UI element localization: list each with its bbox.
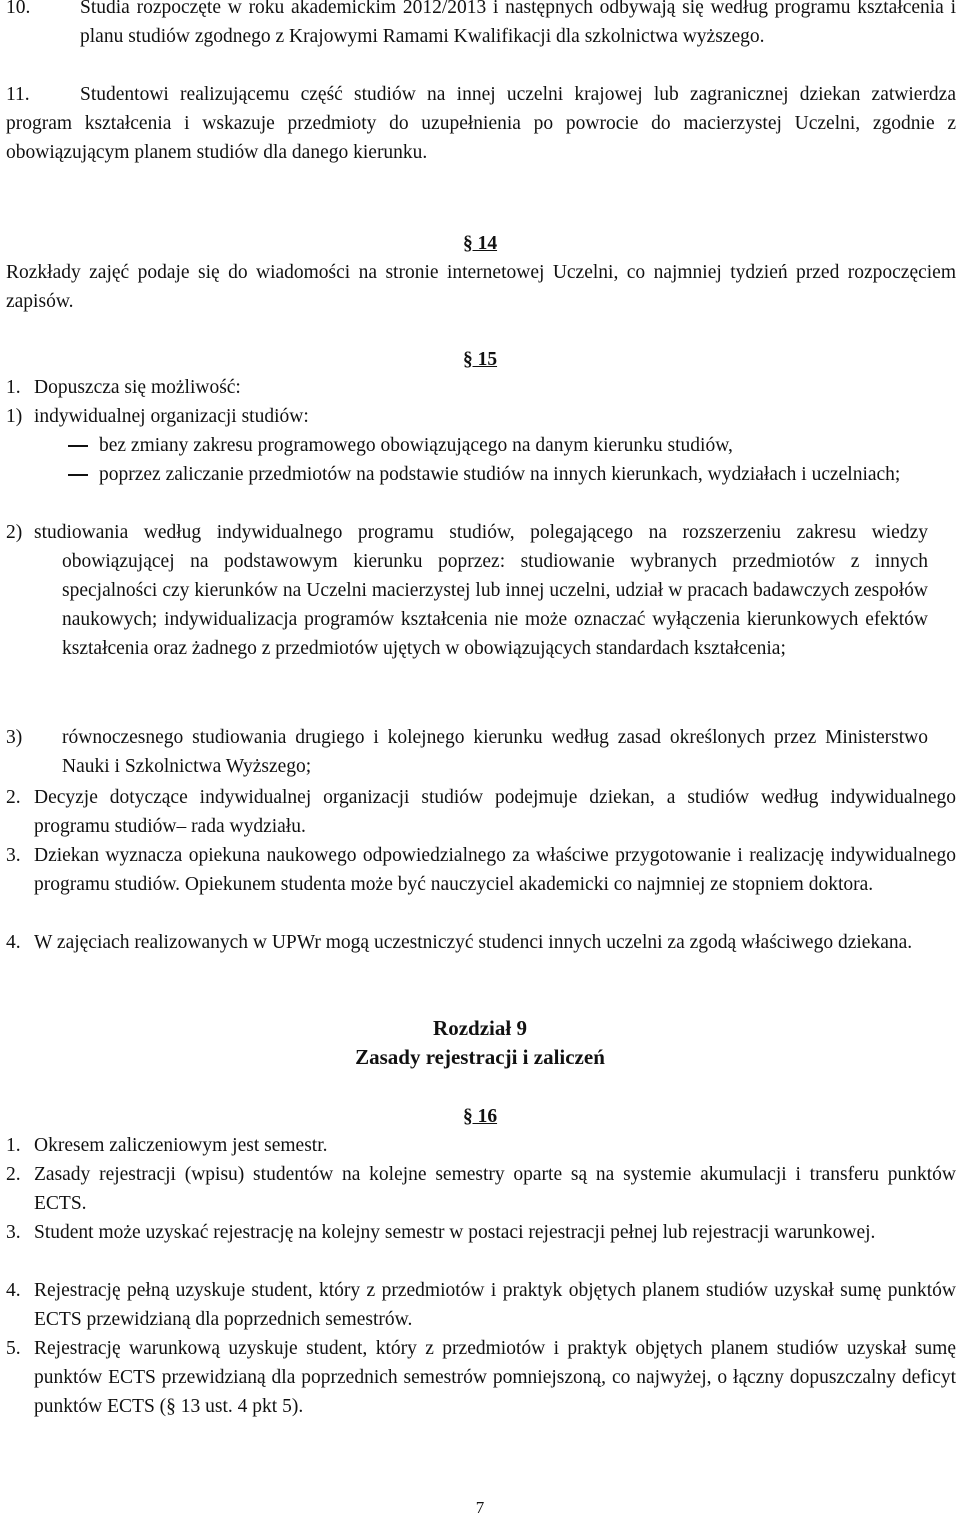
section-heading-15: § 15 bbox=[462, 349, 498, 370]
section-16-point-4: 4. Rejestrację pełną uzyskuje student, który z przedmiotów i praktyk objętych planem studiów uzyskał sumę punktów ECTS przewidzianą dla poprzednich semestrów. bbox=[6, 1280, 956, 1330]
section-15-point-1: 1. Dopuszcza się możliwość: bbox=[6, 377, 241, 398]
section-heading-14: § 14 bbox=[462, 233, 498, 254]
item-text: Studentowi realizującemu część studiów na innej uczelni krajowej lub zagranicznej dziekan zatwierdza program kształcenia i wskazuje przedmioty do uzupełnienia po powrocie do macierzystej Uczelni, zgodnie z obowiązującym planem studiów dla danego kierunku. bbox=[6, 84, 956, 163]
section-16-point-2: 2. Zasady rejestracji (wpisu) studentów na kolejne semestry oparte są na systemie akumulacji i transferu punktów ECTS. bbox=[6, 1164, 956, 1214]
section-16-point-5: 5. Rejestrację warunkową uzyskuje student, który z przedmiotów i praktyk objętych planem studiów uzyskał sumę punktów ECTS przewidzianą dla poprzednich semestrów pomniejszoną, co najwyżej, o łączny dopuszczalny deficyt punktów ECTS (§ 13 ust. 4 pkt 5). bbox=[6, 1338, 956, 1417]
section-16-point-3: 3. Student może uzyskać rejestrację na kolejny semestr w postaci rejestracji pełnej lub rejestracji warunkowej. bbox=[6, 1222, 876, 1243]
dash-marker bbox=[68, 474, 88, 476]
item-number: 11. bbox=[6, 84, 30, 105]
chapter-title: Zasady rejestracji i zaliczeń bbox=[355, 1045, 605, 1069]
list-item-10 bbox=[6, 0, 956, 51]
dash-item-1: bez zmiany zakresu programowego obowiązującego na danym kierunku studiów, bbox=[68, 431, 956, 460]
subpoint-1: 1) indywidualnej organizacji studiów: bbox=[6, 406, 309, 427]
subpoint-2: 2) studiowania według indywidualnego programu studiów, polegającego na rozszerzeniu zakresu wiedzy obowiązującej na podstawowym kierunku poprzez: studiowanie wybranych przedmiotów z innych specjalności czy kierunków na Uczelni macierzystej lub innej uczelni, udział w pracach badawczych zespołów naukowych; indywidualizacja programów kształcenia nie może oznaczać wyłączenia kierunkowych efektów kształcenia oraz żadnego z przedmiotów ujętych w obowiązujących standardach kształcenia; bbox=[6, 522, 928, 659]
item-text: Studia rozpoczęte w roku akademickim 2012/2013 i następnych odbywają się według programu kształcenia i planu studiów zgodnego z Krajowymi Ramami Kwalifikacji dla szkolnictwa wyższego. bbox=[80, 0, 956, 47]
item-number: 10. bbox=[6, 0, 31, 18]
section-14-text: Rozkłady zajęć podaje się do wiadomości na stronie internetowej Uczelni, co najmniej tydzień przed rozpoczęciem zapisów. bbox=[6, 262, 956, 312]
dash-item-2: poprzez zaliczanie przedmiotów na podstawie studiów na innych kierunkach, wydziałach i uczelniach; bbox=[68, 460, 956, 489]
section-16-point-1: 1. Okresem zaliczeniowym jest semestr. bbox=[6, 1135, 328, 1156]
section-heading-16: § 16 bbox=[462, 1106, 498, 1127]
subpoint-3: 3) równoczesnego studiowania drugiego i kolejnego kierunku według zasad określonych przez Ministerstwo Nauki i Szkolnictwa Wyższego; bbox=[6, 727, 928, 777]
list-item-11 bbox=[6, 80, 956, 167]
section-15-point-3: 3. Dziekan wyznacza opiekuna naukowego odpowiedzialnego za właściwe przygotowanie i realizację indywidualnego programu studiów. Opiekunem studenta może być nauczyciel akademicki co najmniej ze stopniem doktora. bbox=[6, 845, 956, 895]
page-number: 7 bbox=[475, 1498, 485, 1517]
section-15-point-4: 4. W zajęciach realizowanych w UPWr mogą uczestniczyć studenci innych uczelni za zgodą właściwego dziekana. bbox=[6, 932, 913, 953]
chapter-number: Rozdział 9 bbox=[433, 1016, 527, 1040]
dash-marker bbox=[68, 445, 88, 447]
section-15-point-2: 2. Decyzje dotyczące indywidualnej organizacji studiów podejmuje dziekan, a studiów według indywidualnego programu studiów– rada wydziału. bbox=[6, 787, 956, 837]
